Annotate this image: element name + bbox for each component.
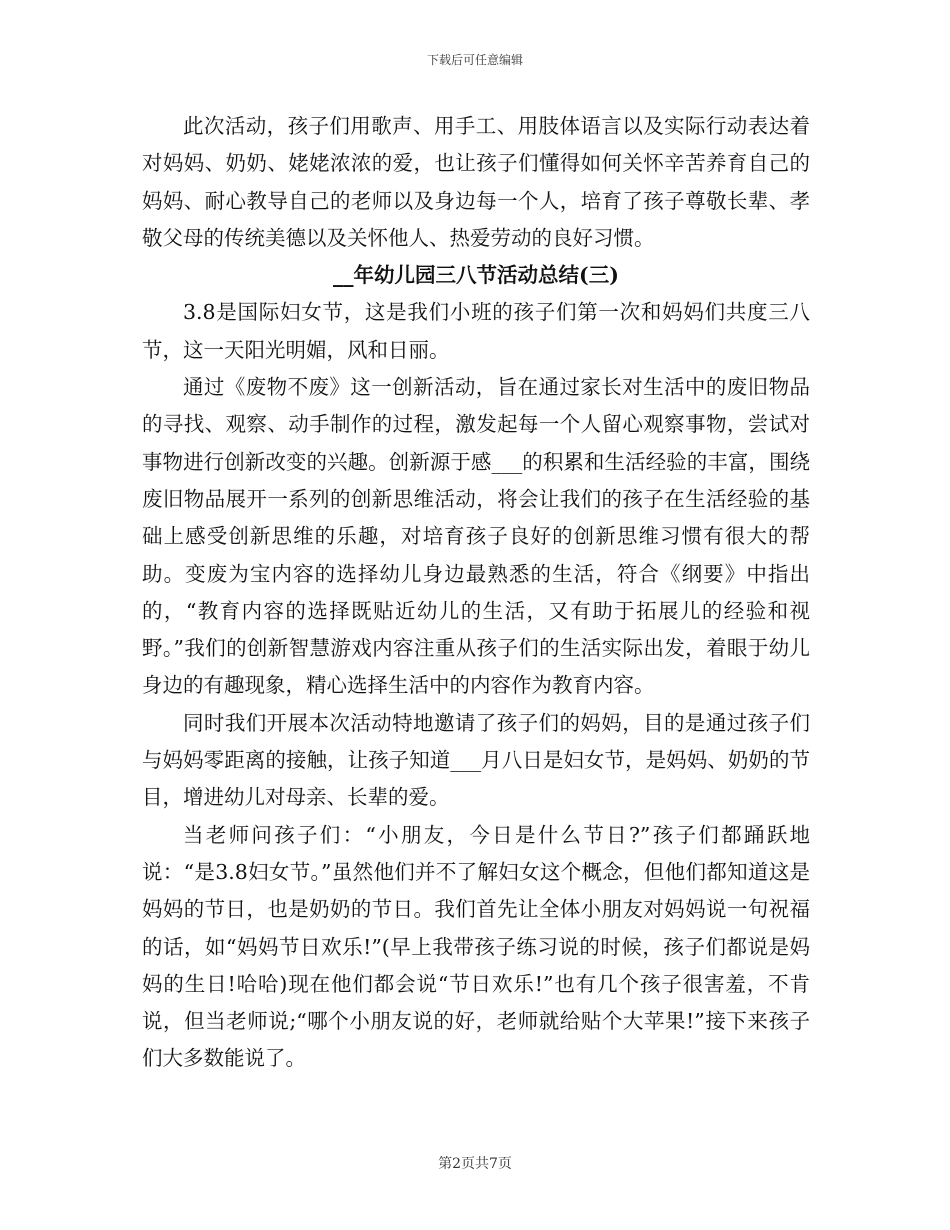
paragraph-teacher-question: 当老师问孩子们：“小朋友，今日是什么节日?”孩子们都踊跃地说：“是3.8妇女节。”虽然他们并不了解妇女这个概念，但他们都知道这是妈妈的节日，也是奶奶的节日。我们首先让全体小朋友对妈妈说一句祝福的话，如“妈妈节日欢乐!”(早上我带孩子练习说的时候，孩子们都说是妈妈的生日!哈哈)现在他们都会说“节日欢乐!”也有几个孩子很害羞，不肯说，但当老师说;“哪个小朋友说的好，老师就给贴个大苹果!”接下来孩子们大多数能说了。 — [142, 822, 810, 1071]
paragraph-activity-summary: 此次活动，孩子们用歌声、用手工、用肢体语言以及实际行动表达着对妈妈、奶奶、姥姥浓浓的爱，也让孩子们懂得如何关怀辛苦养育自己的妈妈、耐心教导自己的老师以及身边每一个人，培育了孩子尊敬长辈、孝敬父母的传统美德以及关怀他人、热爱劳动的良好习惯。 — [142, 114, 810, 250]
document-body — [142, 108, 810, 1078]
paragraph-womens-day-intro: 3.8是国际妇女节，这是我们小班的孩子们第一次和妈妈们共度三八节，这一天阳光明媚，风和日丽。 — [142, 300, 810, 362]
page-number: 第2页共7页 — [438, 1156, 512, 1172]
page-header-note: 下载后可任意编辑 — [426, 53, 523, 67]
paragraph-mothers-invited: 同时我们开展本次活动特地邀请了孩子们的妈妈，目的是通过孩子们与妈妈零距离的接触，让孩子知道___月八日是妇女节，是妈妈、奶奶的节目，增进幼儿对母亲、长辈的爱。 — [142, 710, 810, 810]
section-heading: __年幼儿园三八节活动总结(三) — [333, 263, 619, 288]
paragraph-innovation-activity: 通过《废物不废》这一创新活动，旨在通过家长对生活中的废旧物品的寻找、观察、动手制作的过程，激发起每一个人留心观察事物，尝试对事物进行创新改变的兴趣。创新源于感___的积累和生活经验的丰富，围绕废旧物品展开一系列的创新思维活动，将会让我们的孩子在生活经验的基础上感受创新思维的乐趣，对培育孩子良好的创新思维习惯有很大的帮助。变废为宝内容的选择幼儿身边最熟悉的生活，符合《纲要》中指出的，“教育内容的选择既贴近幼儿的生活，又有助于拓展儿的经验和视野。”我们的创新智慧游戏内容注重从孩子们的生活实际出发，着眼于幼儿身边的有趣现象，精心选择生活中的内容作为教育内容。 — [142, 375, 810, 698]
